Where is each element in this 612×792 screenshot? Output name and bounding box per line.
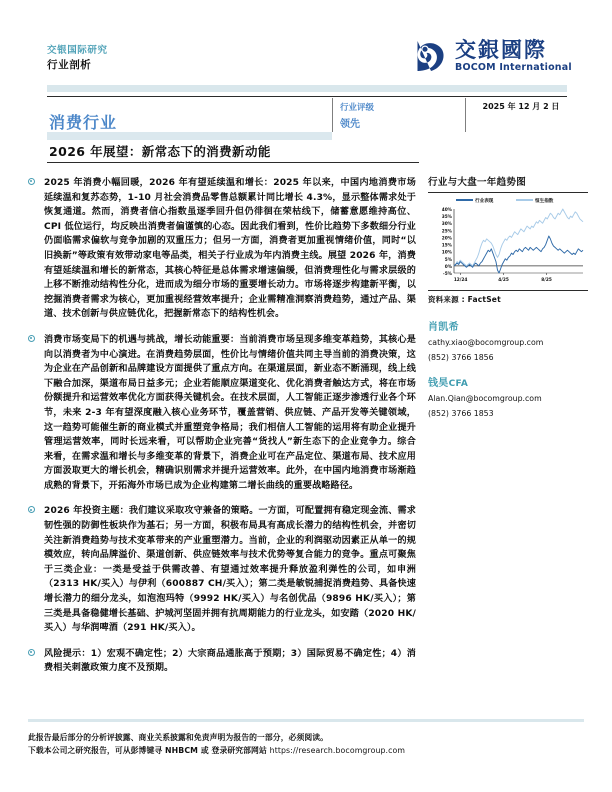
svg-text:5%: 5% xyxy=(444,257,452,263)
trend-chart-svg xyxy=(428,195,588,289)
analyst-list xyxy=(428,321,588,420)
report-kind-label: 行业剖析 xyxy=(47,59,92,71)
footer-disclaimer xyxy=(28,731,588,757)
logo-text-english: BOCOM International xyxy=(455,62,572,73)
bullet-lead: 风险提示： xyxy=(44,648,91,659)
svg-text:恒生指数: 恒生指数 xyxy=(535,199,554,204)
summary-bullet-text xyxy=(44,333,416,494)
bullet-point-icon xyxy=(28,176,44,188)
rating-label: 行业评级 xyxy=(340,103,375,113)
svg-text:40%: 40% xyxy=(441,208,452,213)
risk-bullet-text xyxy=(44,647,416,676)
title-band xyxy=(47,132,332,140)
analyst-phone: (852) 3766 1853 xyxy=(428,409,494,418)
risk-bullet xyxy=(28,647,416,676)
svg-text:-5%: -5% xyxy=(442,272,452,277)
bullet-rest: 当前消费市场呈现多维变革趋势，其核心是向以消费者为中心演进。在消费趋势层面，性价比与情绪价值共同主导当前的消费决策，这为企业在产品创新和品牌建设方面提供了重点方向。在渠道层面，新业态不断涌现，线上线下融合加深，渠道布局日益多元；企业若能顺应渠道变化、优化消费者触达方式，将在市场份额提升和运营效率优化方面获得关键机会。在技术层面，人工智能正逐步渗透行业各个环节，未来 2-3 年有望深度融入核心业务环节，覆盖营销、供应链、产品开发等关键领域，这一趋势可能催生新的商业模式并重塑竞争格局；我们相信人工智能的运用将有助企业提升管理运营效率，同时长远来看，可以帮助企业完善“货找人”新生态下的企业竞争力。综合来看，在需求温和增长与多维变革的背景下，消费企业可在产品定位、渠道布局、技术应用方面汲取更大的增长机会，精确识别需求并提升运营效率。此外，在中国内地消费市场渐趋成熟的背景下，开拓海外市场已成为企业构建第二增长曲线的重要战略路径。 xyxy=(44,334,416,491)
summary-bullet-text xyxy=(44,176,416,322)
svg-text:0%: 0% xyxy=(444,264,452,270)
analyst-name xyxy=(428,377,588,391)
bullet-lead: 2026 年投资主题： xyxy=(44,506,129,517)
bullet-point-icon xyxy=(28,333,44,345)
sector-name: 消费行业 xyxy=(49,113,118,132)
analyst-certification: CFA xyxy=(448,379,469,389)
brand-research-label: 交银国际研究 xyxy=(47,45,108,56)
performance-chart xyxy=(428,195,588,289)
report-date: 2025 年 12 月 2 日 xyxy=(482,102,560,111)
analyst-name xyxy=(428,321,588,335)
title-divider-left xyxy=(332,98,333,132)
bullet-lead: 2025 年消费小幅回暖，2026 年有望延续温和增长： xyxy=(44,178,274,188)
svg-text:30%: 30% xyxy=(441,222,452,228)
title-divider-right xyxy=(465,98,466,132)
analyst-name-text: 肖凯希 xyxy=(428,322,459,333)
svg-text:4/25: 4/25 xyxy=(498,278,509,283)
bullet-point-icon xyxy=(28,504,44,516)
svg-text:25%: 25% xyxy=(441,229,452,235)
right-rail xyxy=(428,176,588,433)
summary-bullet xyxy=(28,333,416,494)
svg-text:12/24: 12/24 xyxy=(453,278,468,283)
analyst-entry xyxy=(428,377,588,420)
title-rule-top xyxy=(47,96,567,97)
bullet-rest: 我们建议采取攻守兼备的策略。一方面，可配置拥有稳定现金流、需求韧性强的防御性板块作为基石；另一方面，积极布局具有高成长潜力的结构性机会，并密切关注新消费趋势与技术变革带来的产业重塑潜力。当前，企业的利润驱动因素正从单一的规模效应，转向品牌溢价、渠道创新、供应链效率与技术优势等复合能力的竞争。重点可聚焦于三类企业：一类是受益于供需改善、有望通过效率提升释放盈利弹性的公司，如申洲（2313 HK/买入）与伊利（600887 CH/买入）；第二类是敏锐捕捉消费趋势、具备快速增长潜力的细分龙头，如泡泡玛特（9992 HK/买入）与名创优品（9896 HK/买入）；第三类是具备稳健增长基础、护城河坚固并拥有抗周期能力的行业龙头，如安踏（2020 HK/买入）与华润啤酒（291 HK/买入）。 xyxy=(44,506,416,634)
svg-text:行业表现: 行业表现 xyxy=(475,199,494,204)
rating-value: 领先 xyxy=(340,119,360,130)
bocom-logo xyxy=(413,38,572,74)
svg-text:8/25: 8/25 xyxy=(541,278,552,283)
logo-text-chinese: 交銀國際 xyxy=(455,38,547,62)
svg-text:20%: 20% xyxy=(441,236,452,242)
chart-rule-top xyxy=(428,192,588,193)
analyst-email[interactable]: cathy.xiao@bocomgroup.com xyxy=(428,338,544,347)
footer-line-1: 此报告最后部分的分析评披露、商业关系披露和免责声明为报告的一部分，必须阅读。 xyxy=(28,733,329,742)
summary-bullet xyxy=(28,504,416,635)
chart-title: 行业与大盘一年趋势图 xyxy=(428,177,527,188)
svg-text:35%: 35% xyxy=(441,215,452,221)
bullet-lead: 消费市场变局下的机遇与挑战，增长动能重要： xyxy=(44,334,240,345)
logo-text-block xyxy=(455,39,572,73)
footer-divider xyxy=(28,719,584,722)
analyst-email[interactable]: Alan.Qian@bocomgroup.com xyxy=(428,394,542,403)
bullet-rest: 1）宏观不确定性；2）大宗商品通胀高于预期；3）国际贸易不确定性；4）消费相关刺激政策力度不及预期。 xyxy=(44,648,416,674)
body-column xyxy=(28,176,416,687)
footer-line-2 xyxy=(28,744,588,757)
title-block xyxy=(47,96,567,159)
masthead-divider-bar xyxy=(47,85,567,92)
analyst-entry xyxy=(428,321,588,364)
summary-bullet-text xyxy=(44,504,416,635)
footer-line-2-text: 下载本公司之研究报告，可从彭博键寻 NHBCM 或 登录研究部网站 xyxy=(28,746,270,755)
chart-rule-bottom xyxy=(428,290,588,291)
research-site-link[interactable]: https://research.bocomgroup.com xyxy=(269,746,406,755)
page-title: 2026 年展望：新常态下的消费新动能 xyxy=(49,144,271,159)
bullet-rest: 2025 年以来，中国内地消费市场延续温和复苏态势，1-10 月社会消费品零售总额累计同比增长 4.3%，显示整体需求处于恢复通道。然而，消费者信心指数虽逐季回升但仍徘徊在荣枯线下，储蓄意愿维持高位、CPI 低位运行，均反映出消费者偏谨慎的心态。因此我们看到，性价比趋势下多数细分行业仍面临需求偏软与竞争加剧的双重压力；但另一方面，消费者更加重视情绪价值，同时“以旧换新”等政策有效带动家电等品类，相关子行业成为年内消费主线。展望 2026 年，消费有望延续温和增长的新常态，其核心特征是总体需求增速偏缓，但消费理性化与需求层级的上移不断推动结构性分化，进而成为细分市场的重要增长动力。市场将逐步构建新平衡，以挖掘消费者需求为核心，更加重视经营效率提升；企业需精准洞察消费趋势，通过产品、渠道、技术创新与供应链优化，把握新常态下的结构性机会。 xyxy=(44,178,416,320)
chart-source: 资料来源 : FactSet xyxy=(428,295,501,304)
bullet-point-icon xyxy=(28,647,44,659)
svg-text:15%: 15% xyxy=(441,243,452,249)
analyst-phone: (852) 3766 1856 xyxy=(428,353,494,362)
analyst-name-text: 钱昊 xyxy=(428,378,449,389)
title-rule-bottom xyxy=(47,162,419,163)
bocom-logo-icon xyxy=(413,38,449,74)
svg-text:10%: 10% xyxy=(441,250,452,256)
summary-bullet xyxy=(28,176,416,322)
